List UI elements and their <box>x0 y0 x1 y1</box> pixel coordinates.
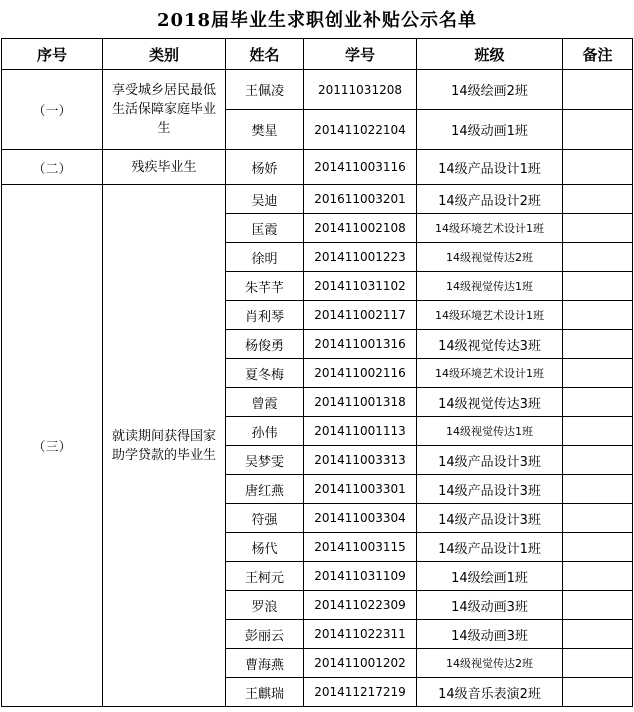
header-category: 类别 <box>103 39 226 70</box>
student-note <box>563 562 633 591</box>
student-note <box>563 417 633 446</box>
student-class: 14级产品设计1班 <box>417 533 563 562</box>
student-class: 14级视觉传达2班 <box>417 243 563 272</box>
group-category: 享受城乡居民最低生活保障家庭毕业生 <box>103 70 226 150</box>
student-name: 徐明 <box>226 243 304 272</box>
student-id: 201411003115 <box>304 533 417 562</box>
student-note <box>563 388 633 417</box>
student-id: 201411001202 <box>304 649 417 678</box>
header-row <box>2 39 633 70</box>
student-id: 201411001113 <box>304 417 417 446</box>
student-note <box>563 475 633 504</box>
student-note <box>563 150 633 185</box>
student-note <box>563 110 633 150</box>
student-note <box>563 678 633 707</box>
student-note <box>563 359 633 388</box>
student-name: 夏冬梅 <box>226 359 304 388</box>
student-class: 14级视觉传达2班 <box>417 649 563 678</box>
student-id: 201411003116 <box>304 150 417 185</box>
student-name: 杨娇 <box>226 150 304 185</box>
student-id: 201611003201 <box>304 185 417 214</box>
group-category: 就读期间获得国家助学贷款的毕业生 <box>103 185 226 707</box>
student-class: 14级产品设计3班 <box>417 504 563 533</box>
table-row <box>2 150 633 185</box>
student-id: 201411022104 <box>304 110 417 150</box>
student-id: 20111031208 <box>304 70 417 110</box>
student-name: 朱芊芊 <box>226 272 304 301</box>
student-name: 曹海燕 <box>226 649 304 678</box>
student-class: 14级绘画2班 <box>417 70 563 110</box>
student-name: 王麒瑞 <box>226 678 304 707</box>
student-note <box>563 620 633 649</box>
student-class: 14级环境艺术设计1班 <box>417 301 563 330</box>
header-class: 班级 <box>417 39 563 70</box>
student-id: 201411001223 <box>304 243 417 272</box>
student-note <box>563 214 633 243</box>
student-name: 吴迪 <box>226 185 304 214</box>
student-note <box>563 504 633 533</box>
student-note <box>563 272 633 301</box>
header-student-id: 学号 <box>304 39 417 70</box>
student-note <box>563 330 633 359</box>
student-class: 14级产品设计1班 <box>417 150 563 185</box>
group-seq: （二） <box>2 150 103 185</box>
student-note <box>563 70 633 110</box>
student-note <box>563 243 633 272</box>
student-note <box>563 301 633 330</box>
student-class: 14级环境艺术设计1班 <box>417 359 563 388</box>
student-id: 201411022311 <box>304 620 417 649</box>
student-name: 王柯元 <box>226 562 304 591</box>
student-name: 唐红燕 <box>226 475 304 504</box>
group-seq: （三） <box>2 185 103 707</box>
student-name: 樊星 <box>226 110 304 150</box>
student-note <box>563 446 633 475</box>
student-id: 201411003313 <box>304 446 417 475</box>
student-note <box>563 591 633 620</box>
table-row <box>2 70 633 110</box>
student-class: 14级动画3班 <box>417 620 563 649</box>
header-note: 备注 <box>563 39 633 70</box>
student-name: 彭丽云 <box>226 620 304 649</box>
student-class: 14级视觉传达1班 <box>417 272 563 301</box>
student-class: 14级视觉传达3班 <box>417 388 563 417</box>
student-name: 罗浪 <box>226 591 304 620</box>
table-row <box>2 185 633 214</box>
student-id: 201411001318 <box>304 388 417 417</box>
student-name: 曾霞 <box>226 388 304 417</box>
header-name: 姓名 <box>226 39 304 70</box>
student-id: 201411001316 <box>304 330 417 359</box>
student-class: 14级环境艺术设计1班 <box>417 214 563 243</box>
student-name: 符强 <box>226 504 304 533</box>
student-name: 杨俊勇 <box>226 330 304 359</box>
header-seq: 序号 <box>2 39 103 70</box>
student-name: 孙伟 <box>226 417 304 446</box>
student-id: 201411003301 <box>304 475 417 504</box>
student-id: 201411031102 <box>304 272 417 301</box>
student-id: 201411002116 <box>304 359 417 388</box>
student-note <box>563 533 633 562</box>
student-class: 14级产品设计3班 <box>417 475 563 504</box>
student-class: 14级产品设计2班 <box>417 185 563 214</box>
student-id: 201411002117 <box>304 301 417 330</box>
subsidy-table <box>1 38 633 707</box>
student-name: 肖利琴 <box>226 301 304 330</box>
student-name: 匡霞 <box>226 214 304 243</box>
student-class: 14级绘画1班 <box>417 562 563 591</box>
student-class: 14级音乐表演2班 <box>417 678 563 707</box>
student-class: 14级产品设计3班 <box>417 446 563 475</box>
student-id: 201411002108 <box>304 214 417 243</box>
student-id: 201411217219 <box>304 678 417 707</box>
student-class: 14级动画3班 <box>417 591 563 620</box>
group-category: 残疾毕业生 <box>103 150 226 185</box>
student-class: 14级动画1班 <box>417 110 563 150</box>
student-name: 杨代 <box>226 533 304 562</box>
student-note <box>563 185 633 214</box>
student-name: 吴梦雯 <box>226 446 304 475</box>
student-note <box>563 649 633 678</box>
page-title: 2018届毕业生求职创业补贴公示名单 <box>156 10 478 31</box>
student-class: 14级视觉传达3班 <box>417 330 563 359</box>
student-name: 王佩凌 <box>226 70 304 110</box>
group-seq: （一） <box>2 70 103 150</box>
student-class: 14级视觉传达1班 <box>417 417 563 446</box>
student-id: 201411003304 <box>304 504 417 533</box>
student-id: 201411022309 <box>304 591 417 620</box>
student-id: 201411031109 <box>304 562 417 591</box>
